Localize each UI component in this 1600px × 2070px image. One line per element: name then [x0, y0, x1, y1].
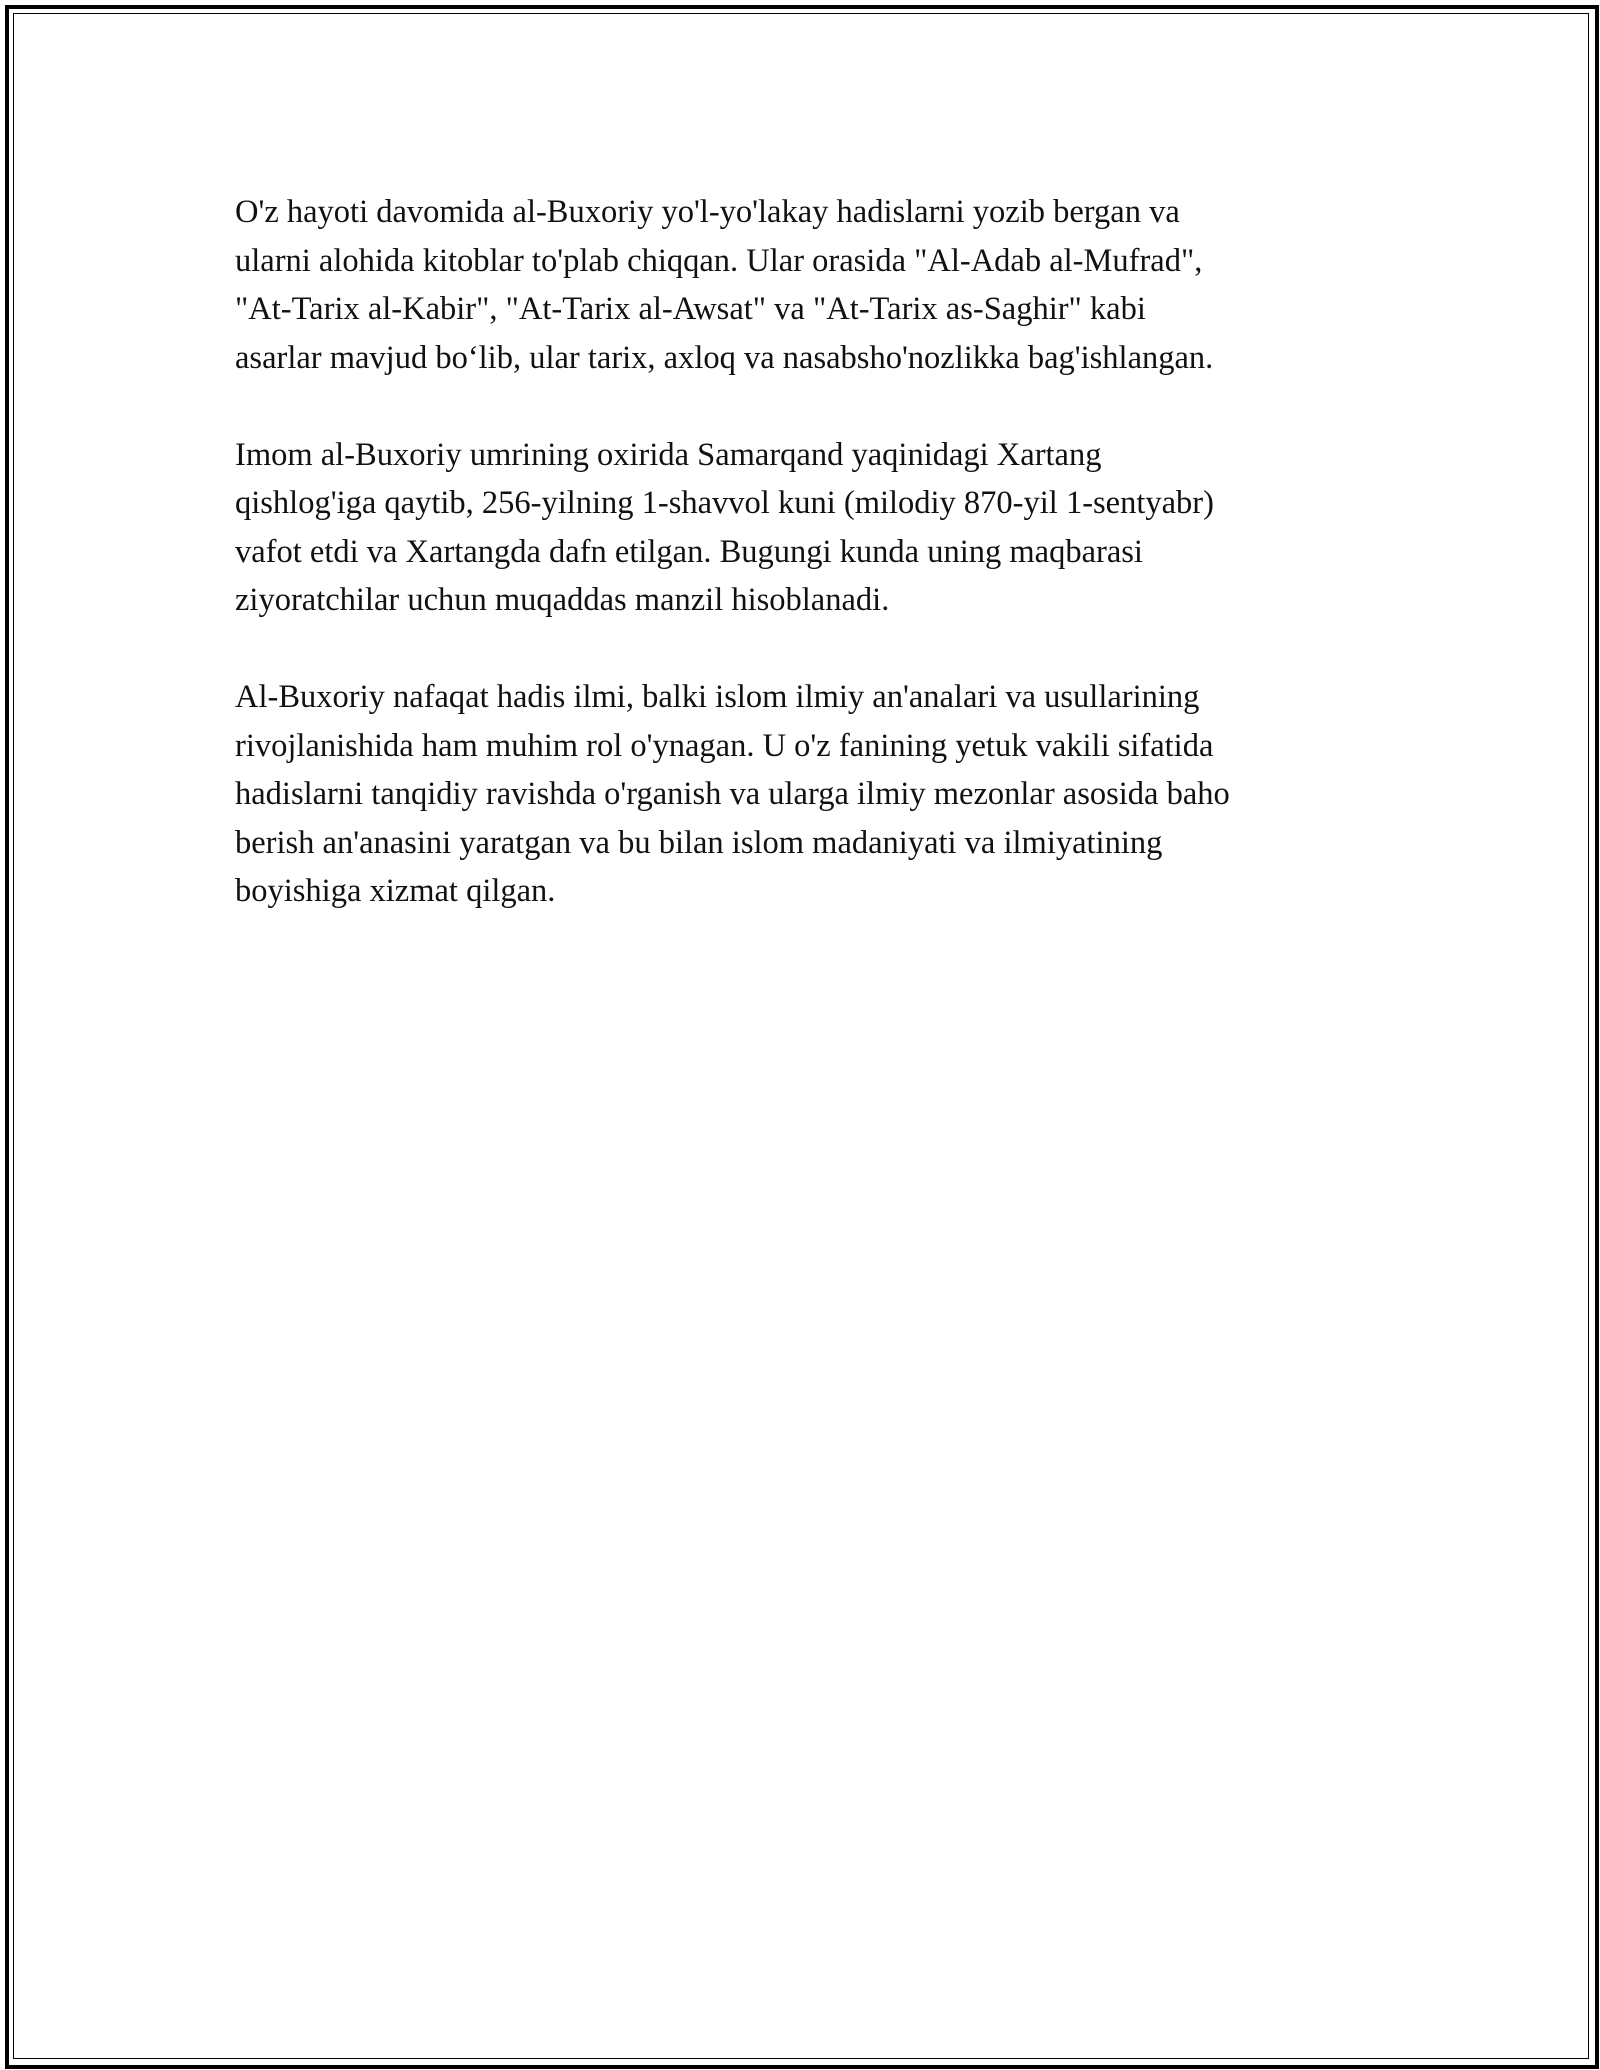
- paragraph-line: "At-Tarix al-Kabir", "At-Tarix al-Awsat" va "At-Tarix as-Saghir" kabi: [235, 291, 1146, 327]
- paragraph-line: vafot etdi va Xartangda dafn etilgan. Bugungi kunda uning maqbarasi: [235, 533, 1143, 570]
- paragraph-2: [235, 431, 1395, 625]
- paragraph-3: [235, 673, 1395, 916]
- document-body: [235, 188, 1395, 964]
- paragraph-line: boyishiga xizmat qilgan.: [235, 873, 556, 909]
- paragraph-1: [235, 188, 1395, 382]
- paragraph-line: asarlar mavjud bo‘lib, ular tarix, axloq va nasabsho'nozlikka bag'ishlangan.: [235, 339, 1214, 376]
- paragraph-line: Imom al-Buxoriy umrining oxirida Samarqand yaqinidagi Xartang: [235, 436, 1102, 473]
- paragraph-line: Al-Buxoriy nafaqat hadis ilmi, balki islom ilmiy an'analari va usullarining: [235, 679, 1200, 715]
- paragraph-line: rivojlanishida ham muhim rol o'ynagan. U o'z fanining yetuk vakili sifatida: [235, 727, 1214, 764]
- paragraph-line: qishlog'iga qaytib, 256-yilning 1-shavvol kuni (milodiy 870-yil 1-sentyabr): [235, 485, 1214, 521]
- paragraph-line: ziyoratchilar uchun muqaddas manzil hisoblanadi.: [235, 582, 890, 618]
- paragraph-line: ularni alohida kitoblar to'plab chiqqan. Ular orasida "Al-Adab al-Mufrad",: [235, 242, 1203, 279]
- paragraph-line: hadislarni tanqidiy ravishda o'rganish va ularga ilmiy mezonlar asosida baho: [235, 776, 1230, 812]
- paragraph-line: O'z hayoti davomida al-Buxoriy yo'l-yo'lakay hadislarni yozib bergan va: [235, 194, 1180, 230]
- paragraph-line: berish an'anasini yaratgan va bu bilan islom madaniyati va ilmiyatining: [235, 824, 1163, 861]
